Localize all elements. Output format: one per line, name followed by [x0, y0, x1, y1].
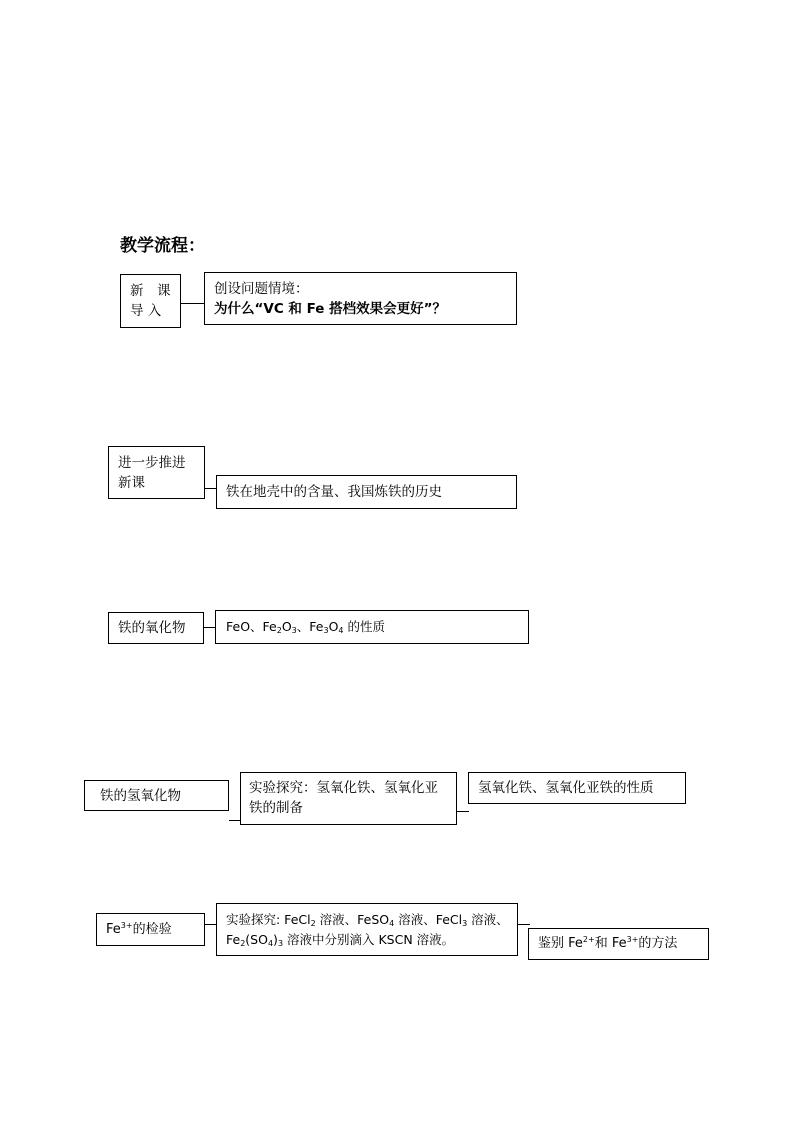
content-box-hydroxide-experiment: [240, 772, 457, 825]
page-title: 教学流程：: [120, 236, 205, 256]
content-line2-question: 为什么“VC 和 Fe 搭档效果会更好”？: [214, 301, 447, 317]
step-label: $Fe^{3+}$的检验: [106, 921, 172, 937]
formula-text: FeO、$Fe_2O_3$、$Fe_3O_4$ 的性质: [226, 619, 385, 635]
content-box-problem-scenario: [204, 272, 517, 325]
step-label-line2: 新课: [118, 475, 145, 491]
content-box-kscn-experiment: [216, 903, 518, 956]
content-box-iron-history: 铁在地壳中的含量、我国炼铁的历史: [216, 475, 517, 509]
step-box-iron-oxides: 铁的氧化物: [108, 612, 204, 644]
content-line1: 实验探究: FeCl$_2$ 溶液、FeSO$_4$ 溶液、FeCl$_3$ 溶液、: [226, 912, 509, 928]
connector-line: [518, 924, 530, 925]
step-label-line1: 进一步推进: [118, 455, 186, 471]
content-box-oxide-properties: [215, 610, 529, 644]
step-label-line2: 导 入: [130, 303, 162, 319]
step-box-fe3-test: [96, 913, 205, 946]
content-text: 鉴别 $Fe^{2+}$和 $Fe^{3+}$的方法: [538, 935, 678, 951]
step-box-new-lesson-intro: [120, 274, 181, 328]
connector-line: [457, 811, 469, 812]
content-line1: 创设问题情境：: [214, 281, 309, 297]
content-line2: $Fe_2(SO_4)_3$ 溶液中分别滴入 KSCN 溶液。: [226, 932, 455, 948]
content-box-fe2-fe3-identification: [528, 928, 709, 960]
step-box-iron-hydroxides: 铁的氢氧化物: [84, 780, 229, 811]
content-line2: 铁的制备: [249, 800, 303, 816]
step-box-advance-lesson: [108, 446, 205, 499]
content-box-hydroxide-properties: 氢氧化铁、氢氧化亚铁的性质: [468, 772, 686, 804]
content-line1: 实验探究：氢氧化铁、氢氧化亚: [249, 780, 438, 796]
connector-line: [181, 303, 205, 304]
step-label-line1: 新 课: [130, 283, 171, 299]
